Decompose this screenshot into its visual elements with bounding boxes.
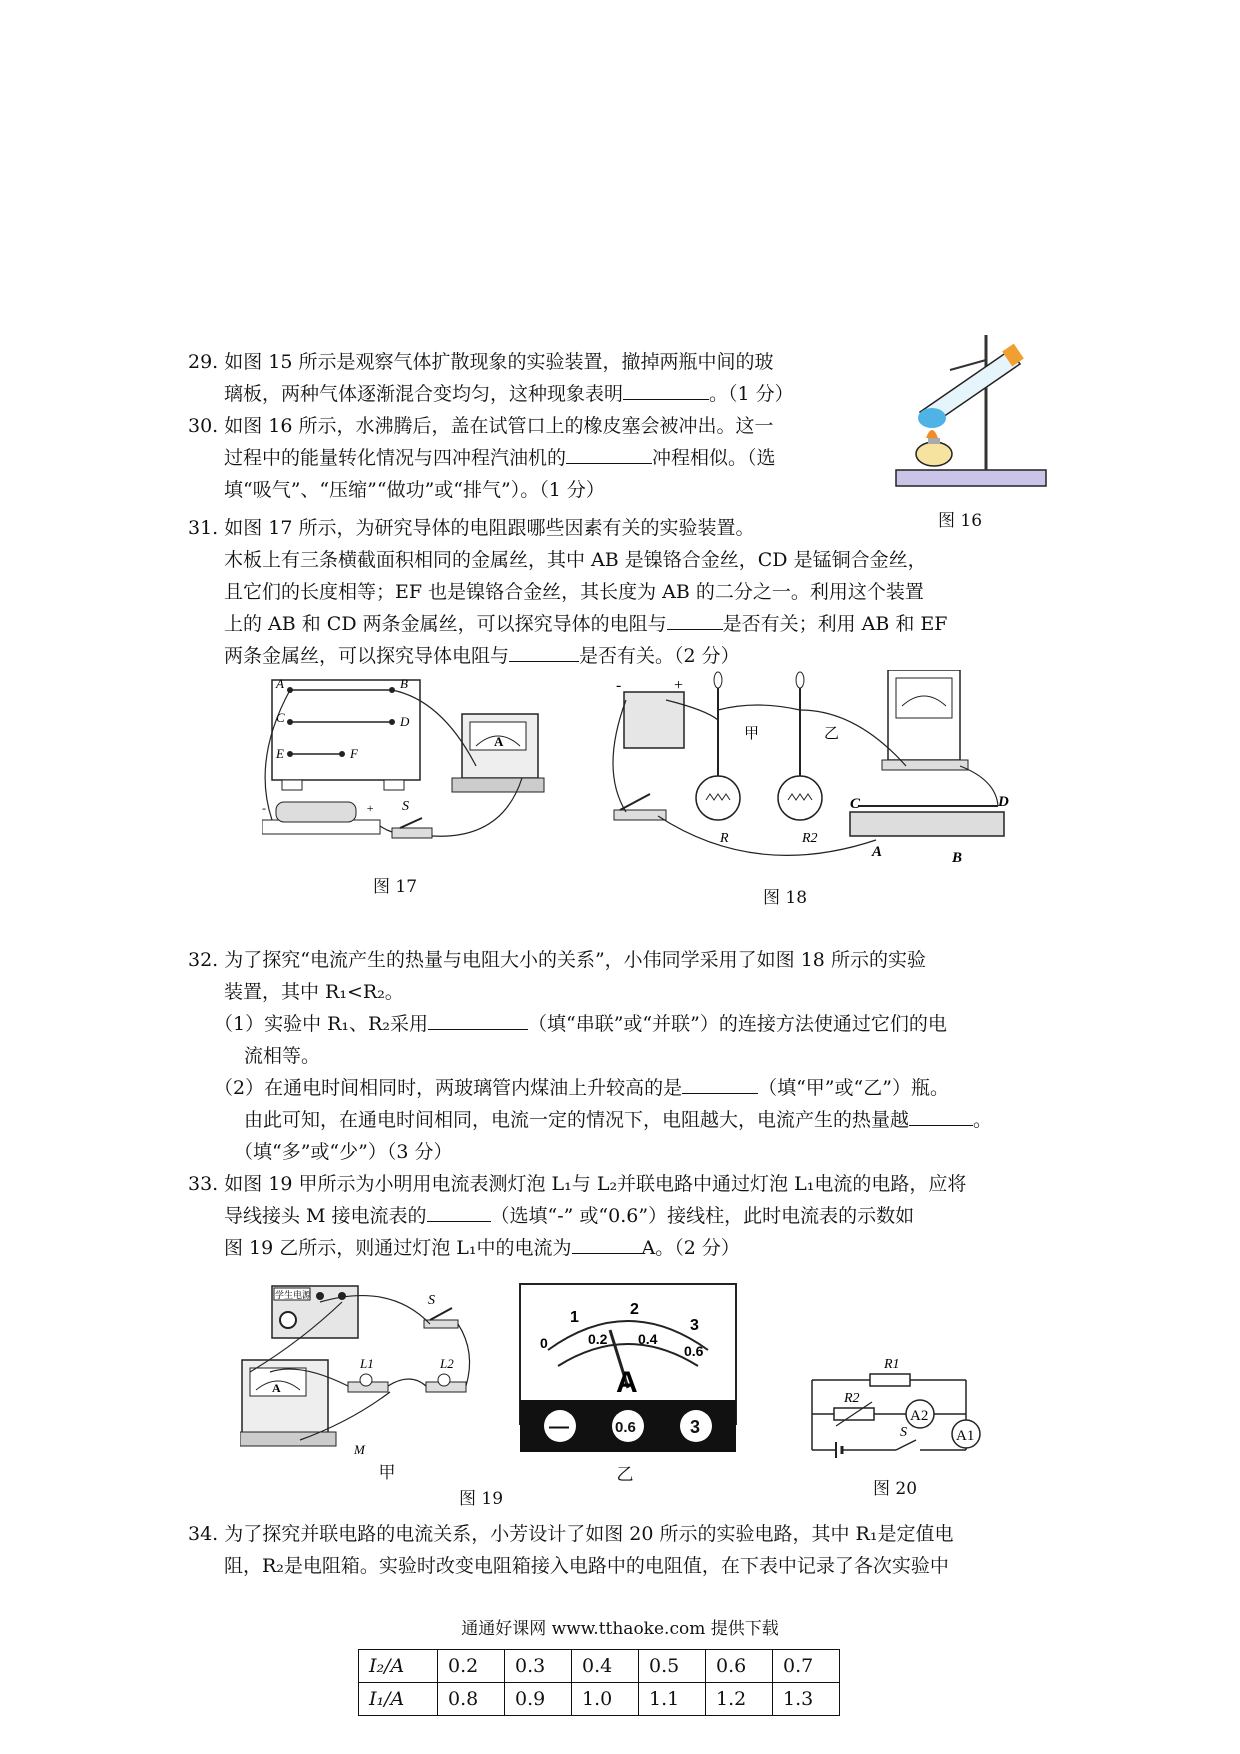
- fig17-meter-letter: A: [494, 734, 504, 749]
- figure-19-caption: 图 19: [458, 1489, 504, 1509]
- table-cell: 0.9: [505, 1683, 572, 1716]
- q32-answer-blank-3[interactable]: [909, 1105, 973, 1126]
- q34-line1: 34. 为了探究并联电路的电流关系，小芳设计了如图 20 所示的实验电路，其中 R₁是定值电: [188, 1523, 954, 1545]
- q32-line5: （2）在通电时间相同时，两玻璃管内煤油上升较高的是 （填“甲”或“乙”）瓶。: [188, 1072, 992, 1104]
- fig18-label-r2: R2: [802, 831, 818, 846]
- table-cell: 0.6: [706, 1650, 773, 1683]
- fig19-supply-label: 学生电源: [275, 1290, 312, 1300]
- question-29: [188, 346, 794, 410]
- figure-20: [800, 1354, 1000, 1464]
- fig19-label-l1: L1: [360, 1356, 374, 1371]
- q33-answer-blank-1[interactable]: [427, 1201, 491, 1222]
- figure-20-caption: 图 20: [872, 1479, 918, 1499]
- fig17-battery-plus: +: [366, 801, 375, 815]
- q31-answer-blank-2[interactable]: [509, 641, 579, 662]
- q31-line3: 且它们的长度相等；EF 也是镍铬合金丝，其长度为 AB 的二分之一。利用这个装置: [224, 581, 924, 603]
- q32-line4: 流相等。: [244, 1045, 321, 1067]
- fig19-terminal-06: 0.6: [615, 1419, 636, 1436]
- q32-answer-blank-1[interactable]: [428, 1009, 528, 1030]
- q32-line6: 由此可知，在通电时间相同，电流一定的情况下，电阻越大，电流产生的热量越 。: [188, 1104, 992, 1136]
- q33-line1: 33. 如图 19 甲所示为小明用电流表测灯泡 L₁与 L₂并联电路中通过灯泡 L₁电流的电路，应将: [188, 1173, 967, 1195]
- fig20-label-r1: R1: [884, 1357, 900, 1372]
- fig18-label-d: D: [998, 794, 1009, 810]
- q31-answer-blank-1[interactable]: [667, 609, 723, 630]
- fig19-scale-top-2: 2: [630, 1301, 639, 1318]
- q29-line2: 璃板，两种气体逐渐混合变均匀，这种现象表明 。（1 分）: [188, 378, 794, 410]
- fig17-label-b: B: [400, 676, 408, 691]
- q29-answer-blank[interactable]: [623, 379, 709, 400]
- table-cell: 0.3: [505, 1650, 572, 1683]
- question-30: [188, 410, 776, 506]
- q32-line7: （填“多”或“少”）（3 分）: [234, 1141, 453, 1163]
- fig19-meter-letter-yi: A: [616, 1366, 638, 1399]
- fig17-label-d: D: [400, 714, 410, 729]
- fig19-yi-label: 乙: [616, 1465, 634, 1485]
- fig17-label-s: S: [402, 799, 409, 814]
- fig17-label-a: A: [276, 676, 284, 691]
- fig19-label-m: M: [354, 1442, 365, 1457]
- question-34: [188, 1518, 953, 1582]
- question-32: [188, 944, 992, 1168]
- q33-line2: 导线接头 M 接电流表的 （选填“-” 或“0.6”）接线柱，此时电流表的示数如: [188, 1200, 966, 1232]
- q30-line2: 过程中的能量转化情况与四冲程汽油机的 冲程相似。（选: [188, 442, 776, 474]
- table-cell: 1.1: [639, 1683, 706, 1716]
- table-cell: 0.7: [773, 1650, 840, 1683]
- table-cell: 0.2: [438, 1650, 505, 1683]
- page-footer: 通通好课网 www.tthaoke.com 提供下载: [461, 1619, 779, 1639]
- fig19-label-l2: L2: [440, 1356, 454, 1371]
- figure-18-caption: 图 18: [762, 888, 808, 908]
- q34-line2: 阻，R₂是电阻箱。实验时改变电阻箱接入电路中的电阻值，在下表中记录了各次实验中: [224, 1555, 949, 1577]
- table-cell: 0.8: [438, 1683, 505, 1716]
- table-row-head: I₁/A: [359, 1683, 438, 1716]
- q29-line1: 29. 如图 15 所示是观察气体扩散现象的实验装置，撤掉两瓶中间的玻: [188, 351, 774, 373]
- figure-17-caption: 图 17: [372, 877, 418, 897]
- fig19-terminal-3: 3: [690, 1417, 701, 1437]
- figure-17: [262, 670, 562, 870]
- q30-answer-blank[interactable]: [566, 443, 652, 464]
- figure-19-jia: [240, 1282, 490, 1472]
- fig17-label-c: C: [276, 710, 285, 725]
- table-cell: 0.4: [572, 1650, 639, 1683]
- figure-16: [890, 330, 1060, 500]
- q31-line1: 31. 如图 17 所示，为研究导体的电阻跟哪些因素有关的实验装置。: [188, 517, 755, 539]
- question-33: [188, 1168, 966, 1264]
- data-table: [358, 1649, 840, 1716]
- fig19-label-s: S: [428, 1293, 435, 1308]
- fig17-label-e: E: [276, 746, 284, 761]
- fig18-battery-plus: +: [674, 677, 684, 694]
- figure-18: [606, 670, 1026, 880]
- q32-answer-blank-2[interactable]: [682, 1073, 758, 1094]
- fig17-battery-minus: -: [262, 801, 266, 815]
- fig18-label-r1: R: [720, 831, 729, 846]
- table-cell: 1.3: [773, 1683, 840, 1716]
- question-31: [188, 512, 947, 672]
- fig18-label-jia: 甲: [744, 726, 760, 742]
- fig18-battery-minus: -: [616, 677, 622, 694]
- fig19-scale-bottom-02: 0.2: [588, 1331, 608, 1347]
- q32-line1: 32. 为了探究“电流产生的热量与电阻大小的关系”，小伟同学采用了如图 18 所示的实验: [188, 949, 926, 971]
- fig19-scale-top-3: 3: [690, 1317, 699, 1334]
- fig20-label-a1: A1: [956, 1428, 975, 1444]
- fig18-label-b: B: [952, 850, 963, 866]
- q32-line2: 装置，其中 R₁<R₂。: [224, 981, 404, 1003]
- fig18-label-yi: 乙: [824, 726, 840, 742]
- fig20-label-s: S: [900, 1425, 907, 1440]
- fig19-scale-bottom-06: 0.6: [684, 1343, 704, 1359]
- fig19-jia-label: 甲: [378, 1463, 396, 1483]
- fig19-meter-letter-jia: A: [272, 1381, 281, 1395]
- fig20-label-r2: R2: [844, 1391, 860, 1406]
- q32-line3: （1）实验中 R₁、R₂采用 （填“串联”或“并联”）的连接方法使通过它们的电: [188, 1008, 992, 1040]
- fig19-terminal-minus: —: [549, 1416, 569, 1438]
- table-cell: 1.2: [706, 1683, 773, 1716]
- q30-line3: 填“吸气”、“压缩”“做功”或“排气”）。（1 分）: [224, 479, 605, 501]
- fig18-label-c: C: [850, 796, 861, 812]
- figure-19-yi-ammeter: [518, 1282, 738, 1462]
- table-cell: 1.0: [572, 1683, 639, 1716]
- q31-line4: 上的 AB 和 CD 两条金属丝，可以探究导体的电阻与 是否有关；利用 AB 和 EF: [188, 608, 947, 640]
- fig19-scale-bottom-04: 0.4: [638, 1331, 658, 1347]
- q33-line3: 图 19 乙所示，则通过灯泡 L₁中的电流为 A。（2 分）: [188, 1232, 966, 1264]
- q31-line2: 木板上有三条横截面积相同的金属丝，其中 AB 是镍铬合金丝，CD 是锰铜合金丝，: [224, 549, 927, 571]
- table-cell: 0.5: [639, 1650, 706, 1683]
- fig20-label-a2: A2: [910, 1408, 929, 1424]
- table-row: [359, 1683, 840, 1716]
- table-row-head: I₂/A: [359, 1650, 438, 1683]
- q30-line1: 30. 如图 16 所示，水沸腾后，盖在试管口上的橡皮塞会被冲出。这一: [188, 415, 774, 437]
- fig18-label-a: A: [872, 844, 883, 860]
- fig19-scale-bottom-0: 0: [540, 1335, 548, 1351]
- fig17-label-f: F: [350, 746, 358, 761]
- figure-16-caption: 图 16: [937, 511, 983, 531]
- q31-line5: 两条金属丝，可以探究导体电阻与 是否有关。（2 分）: [188, 640, 947, 672]
- q33-answer-blank-2[interactable]: [572, 1233, 642, 1254]
- fig19-scale-top-1: 1: [570, 1309, 579, 1326]
- table-row: [359, 1650, 840, 1683]
